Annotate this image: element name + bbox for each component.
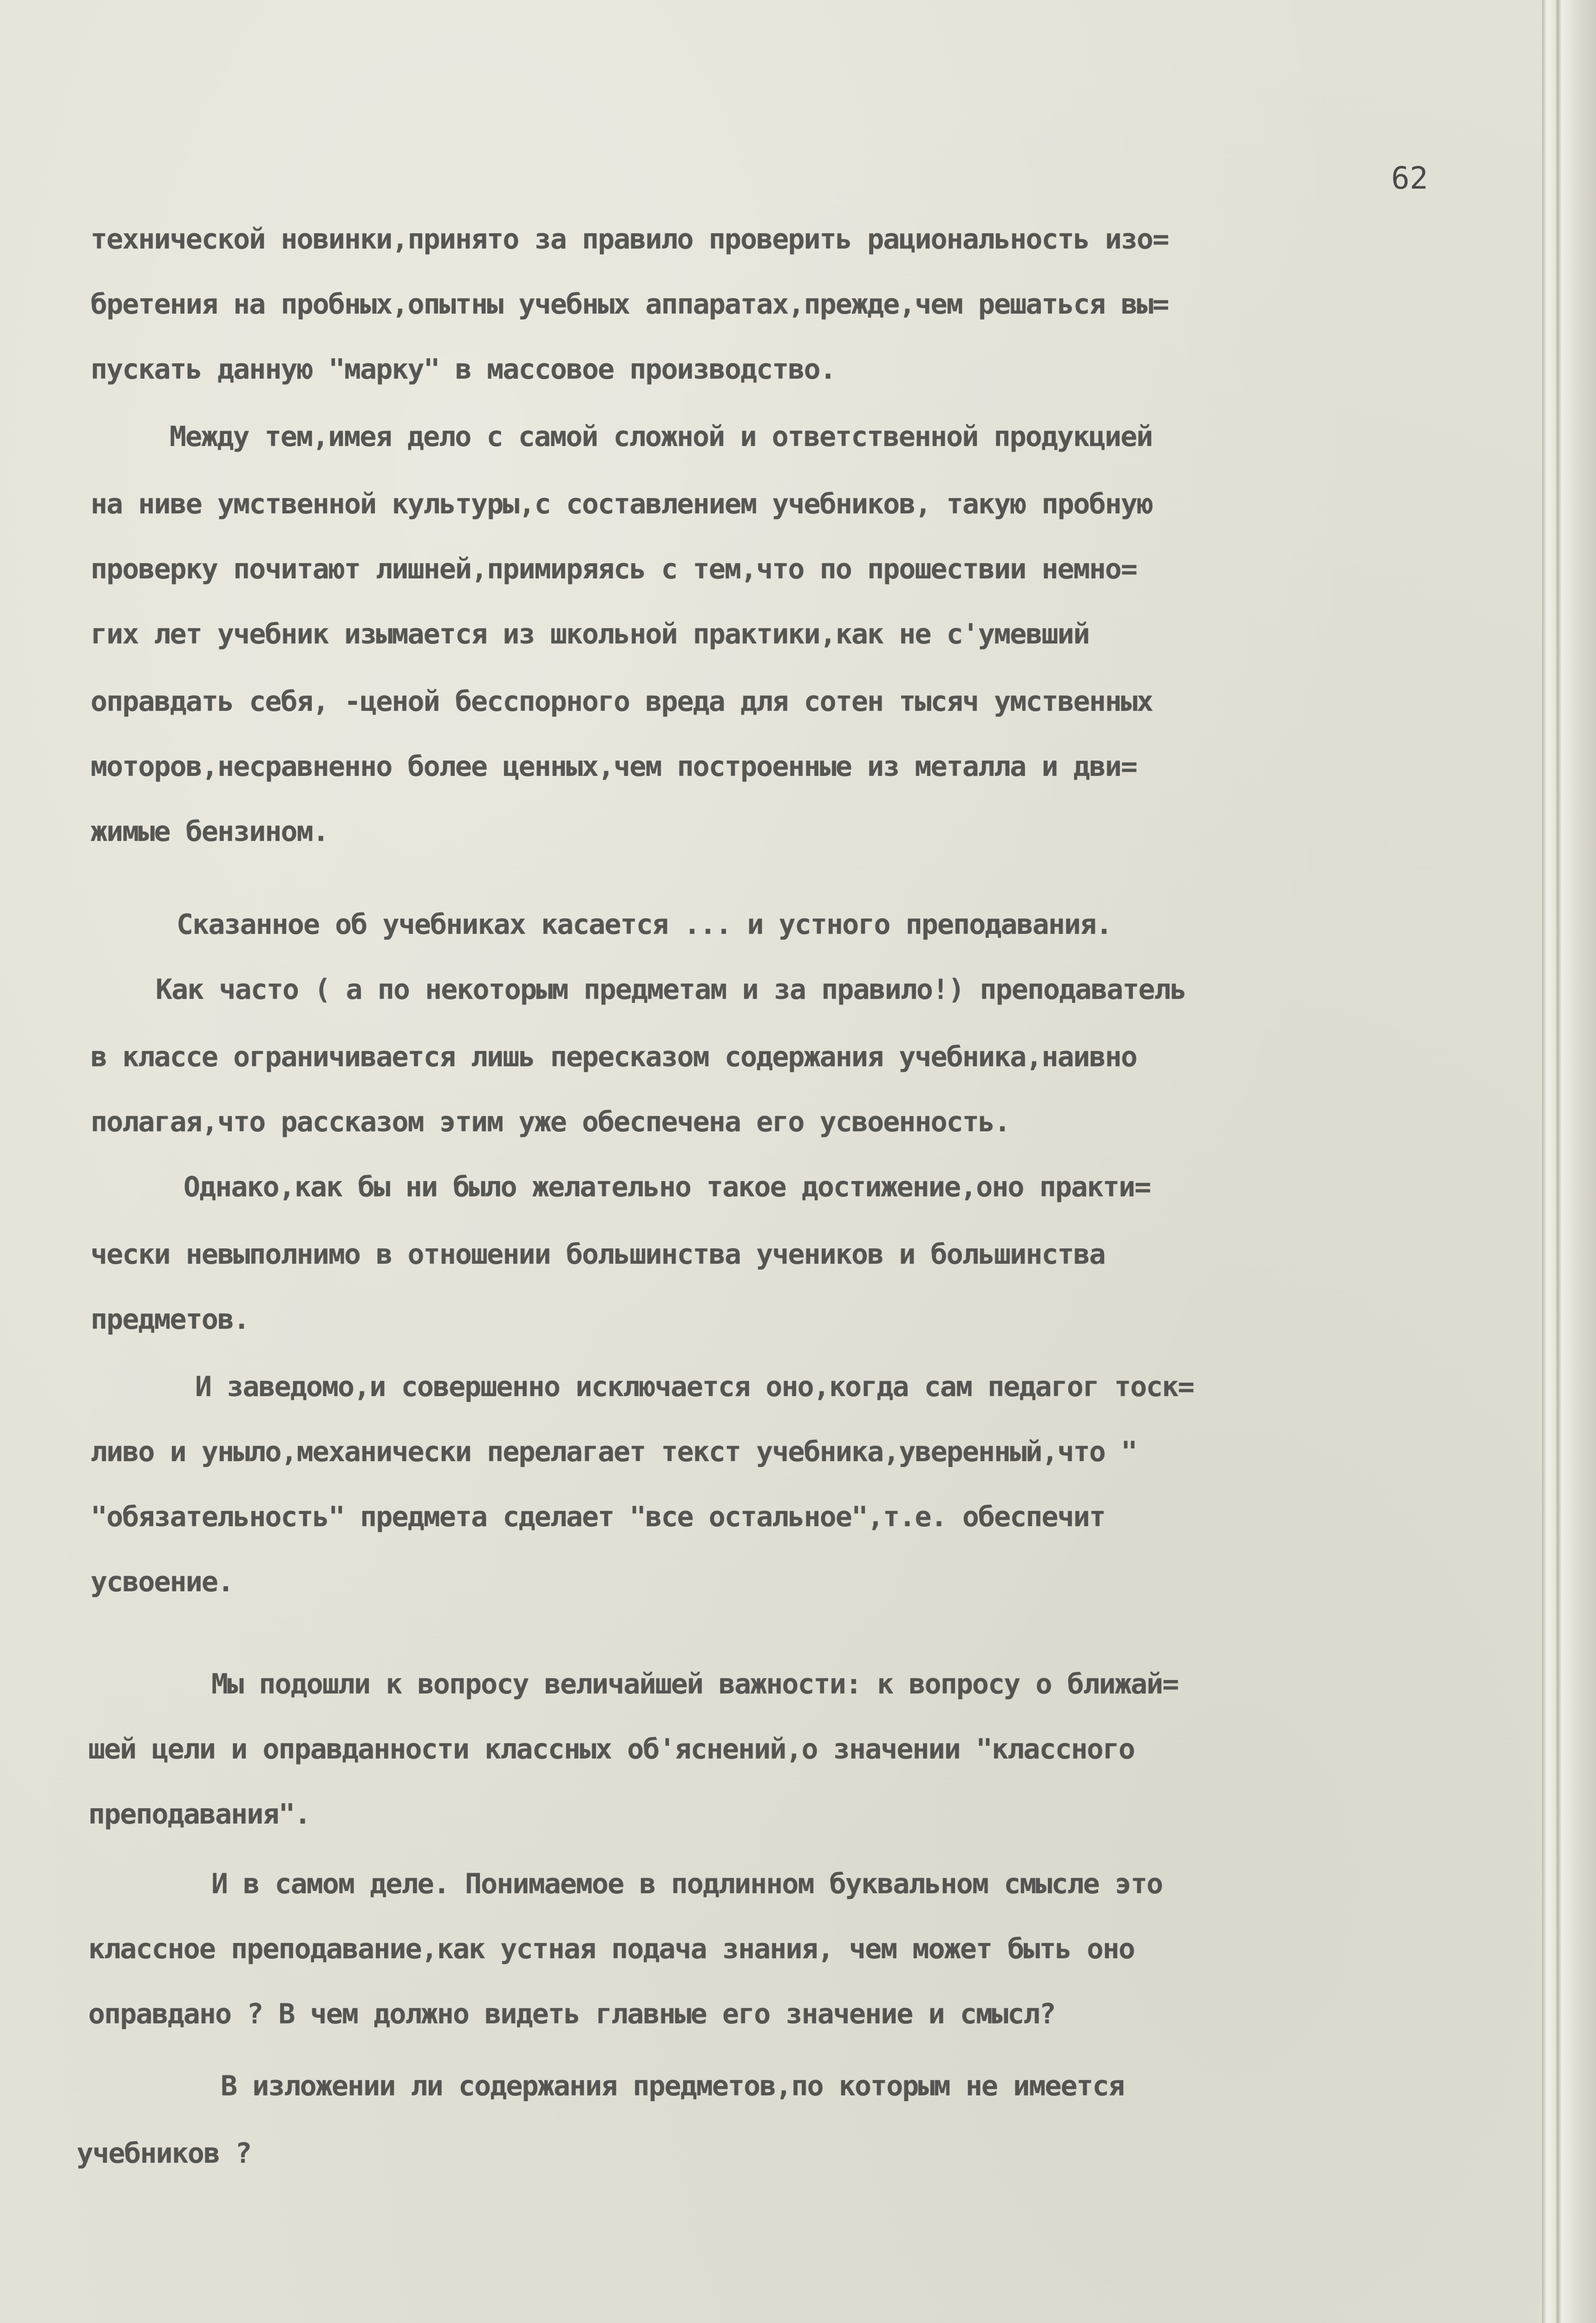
text-line: В изложении ли содержания предметов,по которым не имеется	[221, 2070, 1125, 2102]
text-line: в классе ограничивается лишь пересказом содержания учебника,наивно	[91, 1041, 1137, 1073]
text-line: Между тем,имея дело с самой сложной и ответственной продукцией	[170, 420, 1152, 453]
text-line: оправдано ? В чем должно видеть главные его значение и смысл?	[88, 1998, 1055, 2030]
text-line: классное преподавание,как устная подача знания, чем может быть оно	[88, 1933, 1135, 1965]
text-line: И заведомо,и совершенно исключается оно,когда сам педагог тоск=	[195, 1371, 1194, 1403]
text-line: Сказанное об учебниках касается ... и устного преподавания.	[177, 908, 1112, 941]
text-line: Как часто ( а по некоторым предметам и за правило!) преподаватель	[156, 973, 1186, 1006]
text-line: оправдать себя, -ценой бесспорного вреда для сотен тысяч умственных	[91, 685, 1153, 718]
text-line: полагая,что рассказом этим уже обеспечена его усвоенность.	[91, 1106, 1010, 1138]
text-line: чески невыполнимо в отношении большинства учеников и большинства	[91, 1238, 1105, 1271]
text-line: проверку почитают лишней,примиряясь с тем,что по прошествии немно=	[91, 553, 1137, 585]
text-line: пускать данную "марку" в массовое производство.	[91, 353, 836, 386]
page-binding-edge	[1542, 0, 1596, 2323]
text-line: гих лет учебник изымается из школьной практики,как не с'умевший	[91, 618, 1089, 650]
text-line: моторов,несравненно более ценных,чем построенные из металла и дви=	[91, 750, 1137, 783]
text-line: жимые бензином.	[91, 815, 328, 848]
text-line: технической новинки,принято за правило проверить рациональность изо=	[91, 223, 1169, 256]
text-line: "обязательность" предмета сделает "все остальное",т.е. обеспечит	[91, 1501, 1105, 1533]
text-line: Мы подошли к вопросу величайшей важности: к вопросу о ближай=	[211, 1668, 1178, 1700]
text-line: Однако,как бы ни было желательно такое достижение,оно практи=	[183, 1171, 1151, 1203]
text-line: на ниве умственной культуры,с составлением учебников, такую пробную	[91, 488, 1153, 520]
page-number: 62	[1391, 160, 1428, 196]
text-line: предметов.	[91, 1303, 249, 1336]
text-line: И в самом деле. Понимаемое в подлинном буквальном смысле это	[211, 1868, 1163, 1900]
text-line: бретения на пробных,опытны учебных аппаратах,прежде,чем решаться вы=	[91, 288, 1169, 321]
text-line: преподавания".	[88, 1798, 310, 1831]
text-line: усвоение.	[91, 1566, 234, 1598]
text-line: учебников ?	[77, 2137, 251, 2170]
text-line: ливо и уныло,механически перелагает текст учебника,уверенный,что "	[91, 1436, 1137, 1468]
text-line: шей цели и оправданности классных об'яснений,о значении "классного	[88, 1733, 1135, 1765]
